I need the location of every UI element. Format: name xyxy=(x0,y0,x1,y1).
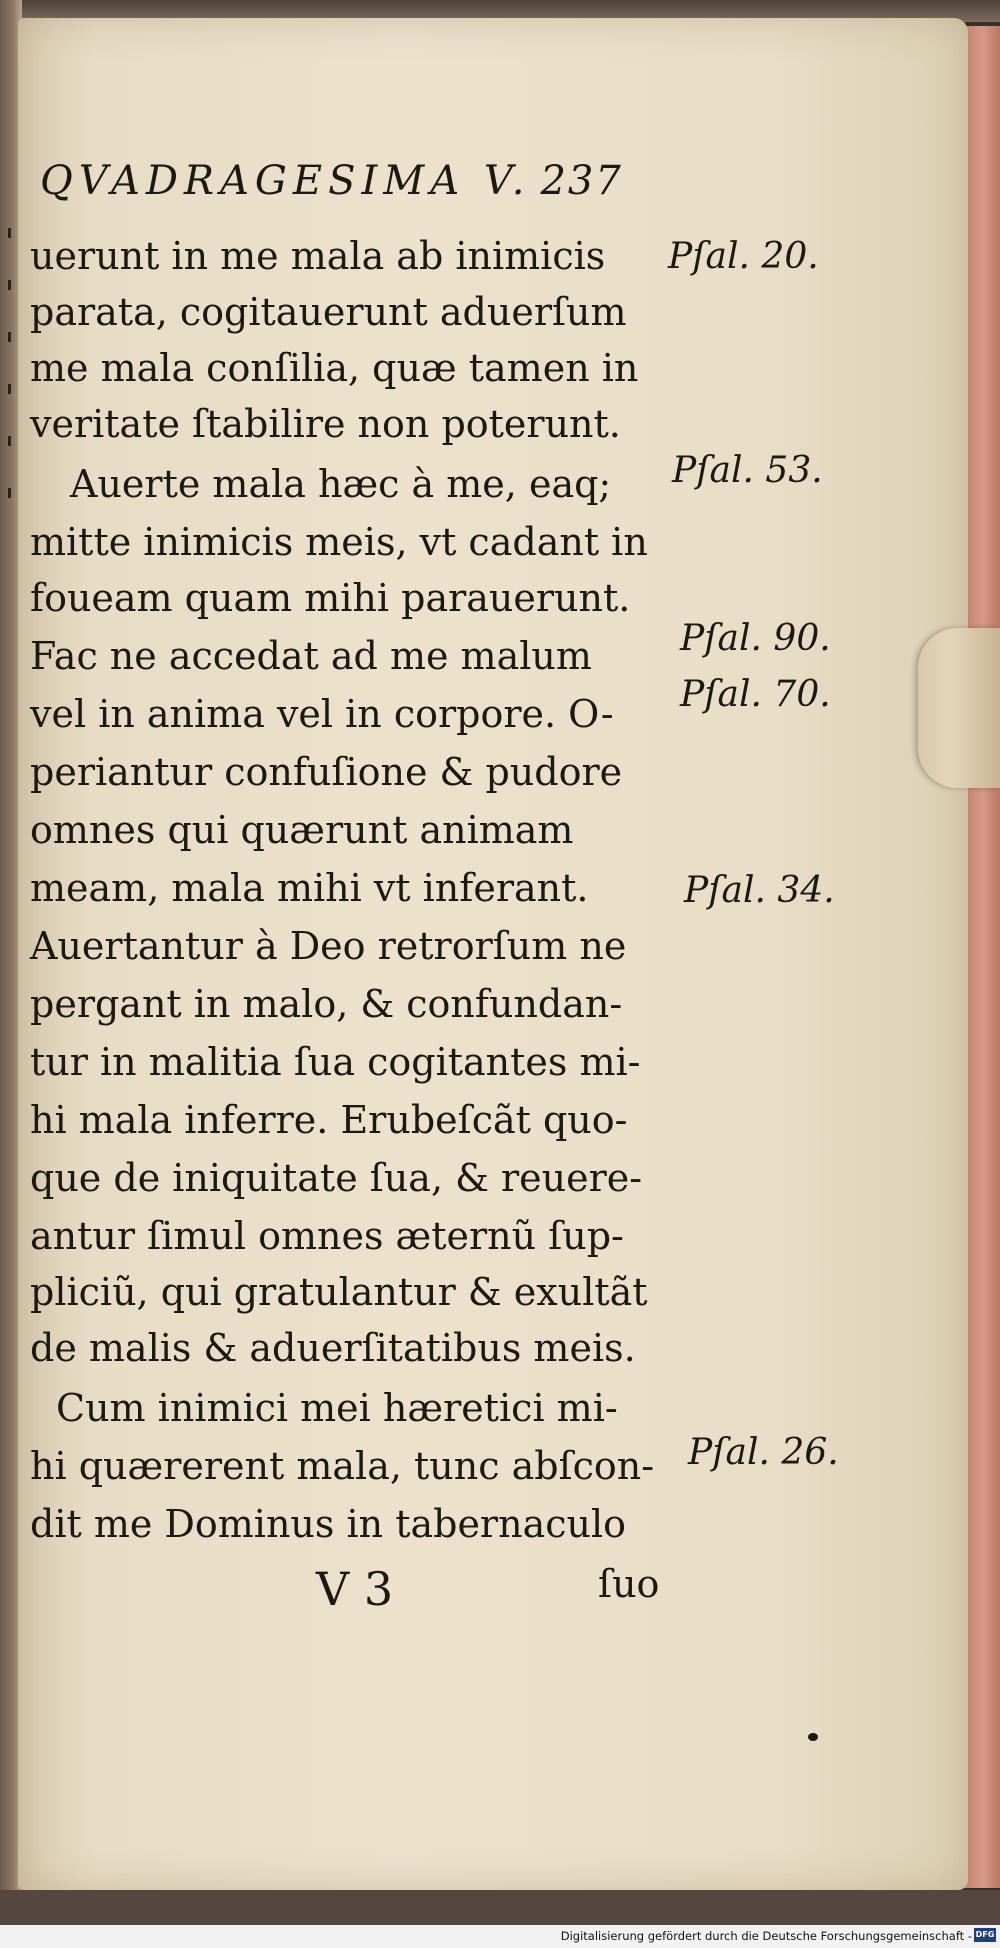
text-line: meam, mala mihi vt inferant. xyxy=(30,866,589,910)
text-line: mitte inimicis meis, vt cadant in xyxy=(30,520,648,564)
marginal-note: Pſal. 20. xyxy=(668,236,819,277)
text-line: pergant in malo, & confundan- xyxy=(30,982,623,1026)
text-line: hi quærerent mala, tunc abſcon- xyxy=(30,1444,655,1488)
bleed-through-marks xyxy=(2,228,18,540)
signature-mark: V 3 xyxy=(316,1562,394,1616)
text-line: Auerte mala hæc à me, eaq; xyxy=(70,462,612,506)
page-number: 237 xyxy=(540,158,623,204)
text-line: tur in malitia ſua cogitantes mi- xyxy=(30,1040,641,1084)
text-line: omnes qui quærunt animam xyxy=(30,808,574,852)
text-line: vel in anima vel in corpore. O- xyxy=(30,692,614,736)
marginal-note: Pſal. 53. xyxy=(672,450,823,491)
dfg-logo: DFG xyxy=(974,1928,996,1942)
text-line: Cum inimici mei hæretici mi- xyxy=(56,1386,618,1430)
text-line: parata, cogitauerunt aduerſum xyxy=(30,290,627,334)
text-line: Auertantur à Deo retrorſum ne xyxy=(30,924,627,968)
marginal-note: Pſal. 34. xyxy=(684,870,835,911)
digitization-credit: Digitalisierung gefördert durch die Deutsche Forschungsgemeinschaft - xyxy=(560,1929,972,1943)
text-line: uerunt in me mala ab inimicis xyxy=(30,234,606,278)
marginal-note: Pſal. 26. xyxy=(688,1432,839,1473)
text-line: periantur confuſione & pudore xyxy=(30,750,623,794)
text-line: veritate ſtabilire non poterunt. xyxy=(30,402,621,446)
text-line: antur ſimul omnes æternũ ſup- xyxy=(30,1214,624,1258)
text-line: hi mala inferre. Erubeſcãt quo- xyxy=(30,1098,628,1142)
ink-spot xyxy=(808,1733,818,1741)
marginal-note: Pſal. 90. xyxy=(680,618,831,659)
clasp-tab xyxy=(918,628,1000,788)
text-line: me mala conſilia, quæ tamen in xyxy=(30,346,639,390)
text-line: dit me Dominus in tabernaculo xyxy=(30,1502,627,1546)
header-title: QVADRAGESIMA V. xyxy=(40,158,531,204)
text-line: foueam quam mihi parauerunt. xyxy=(30,576,631,620)
text-line: pliciũ, qui gratulantur & exultãt xyxy=(30,1270,648,1314)
text-line: que de iniquitate ſua, & reuere- xyxy=(30,1156,643,1200)
text-line: Fac ne accedat ad me malum xyxy=(30,634,592,678)
text-line: de malis & aduerſitatibus meis. xyxy=(30,1326,636,1370)
catchword: ſuo xyxy=(598,1562,660,1606)
marginal-note: Pſal. 70. xyxy=(680,674,831,715)
running-header xyxy=(40,158,623,204)
